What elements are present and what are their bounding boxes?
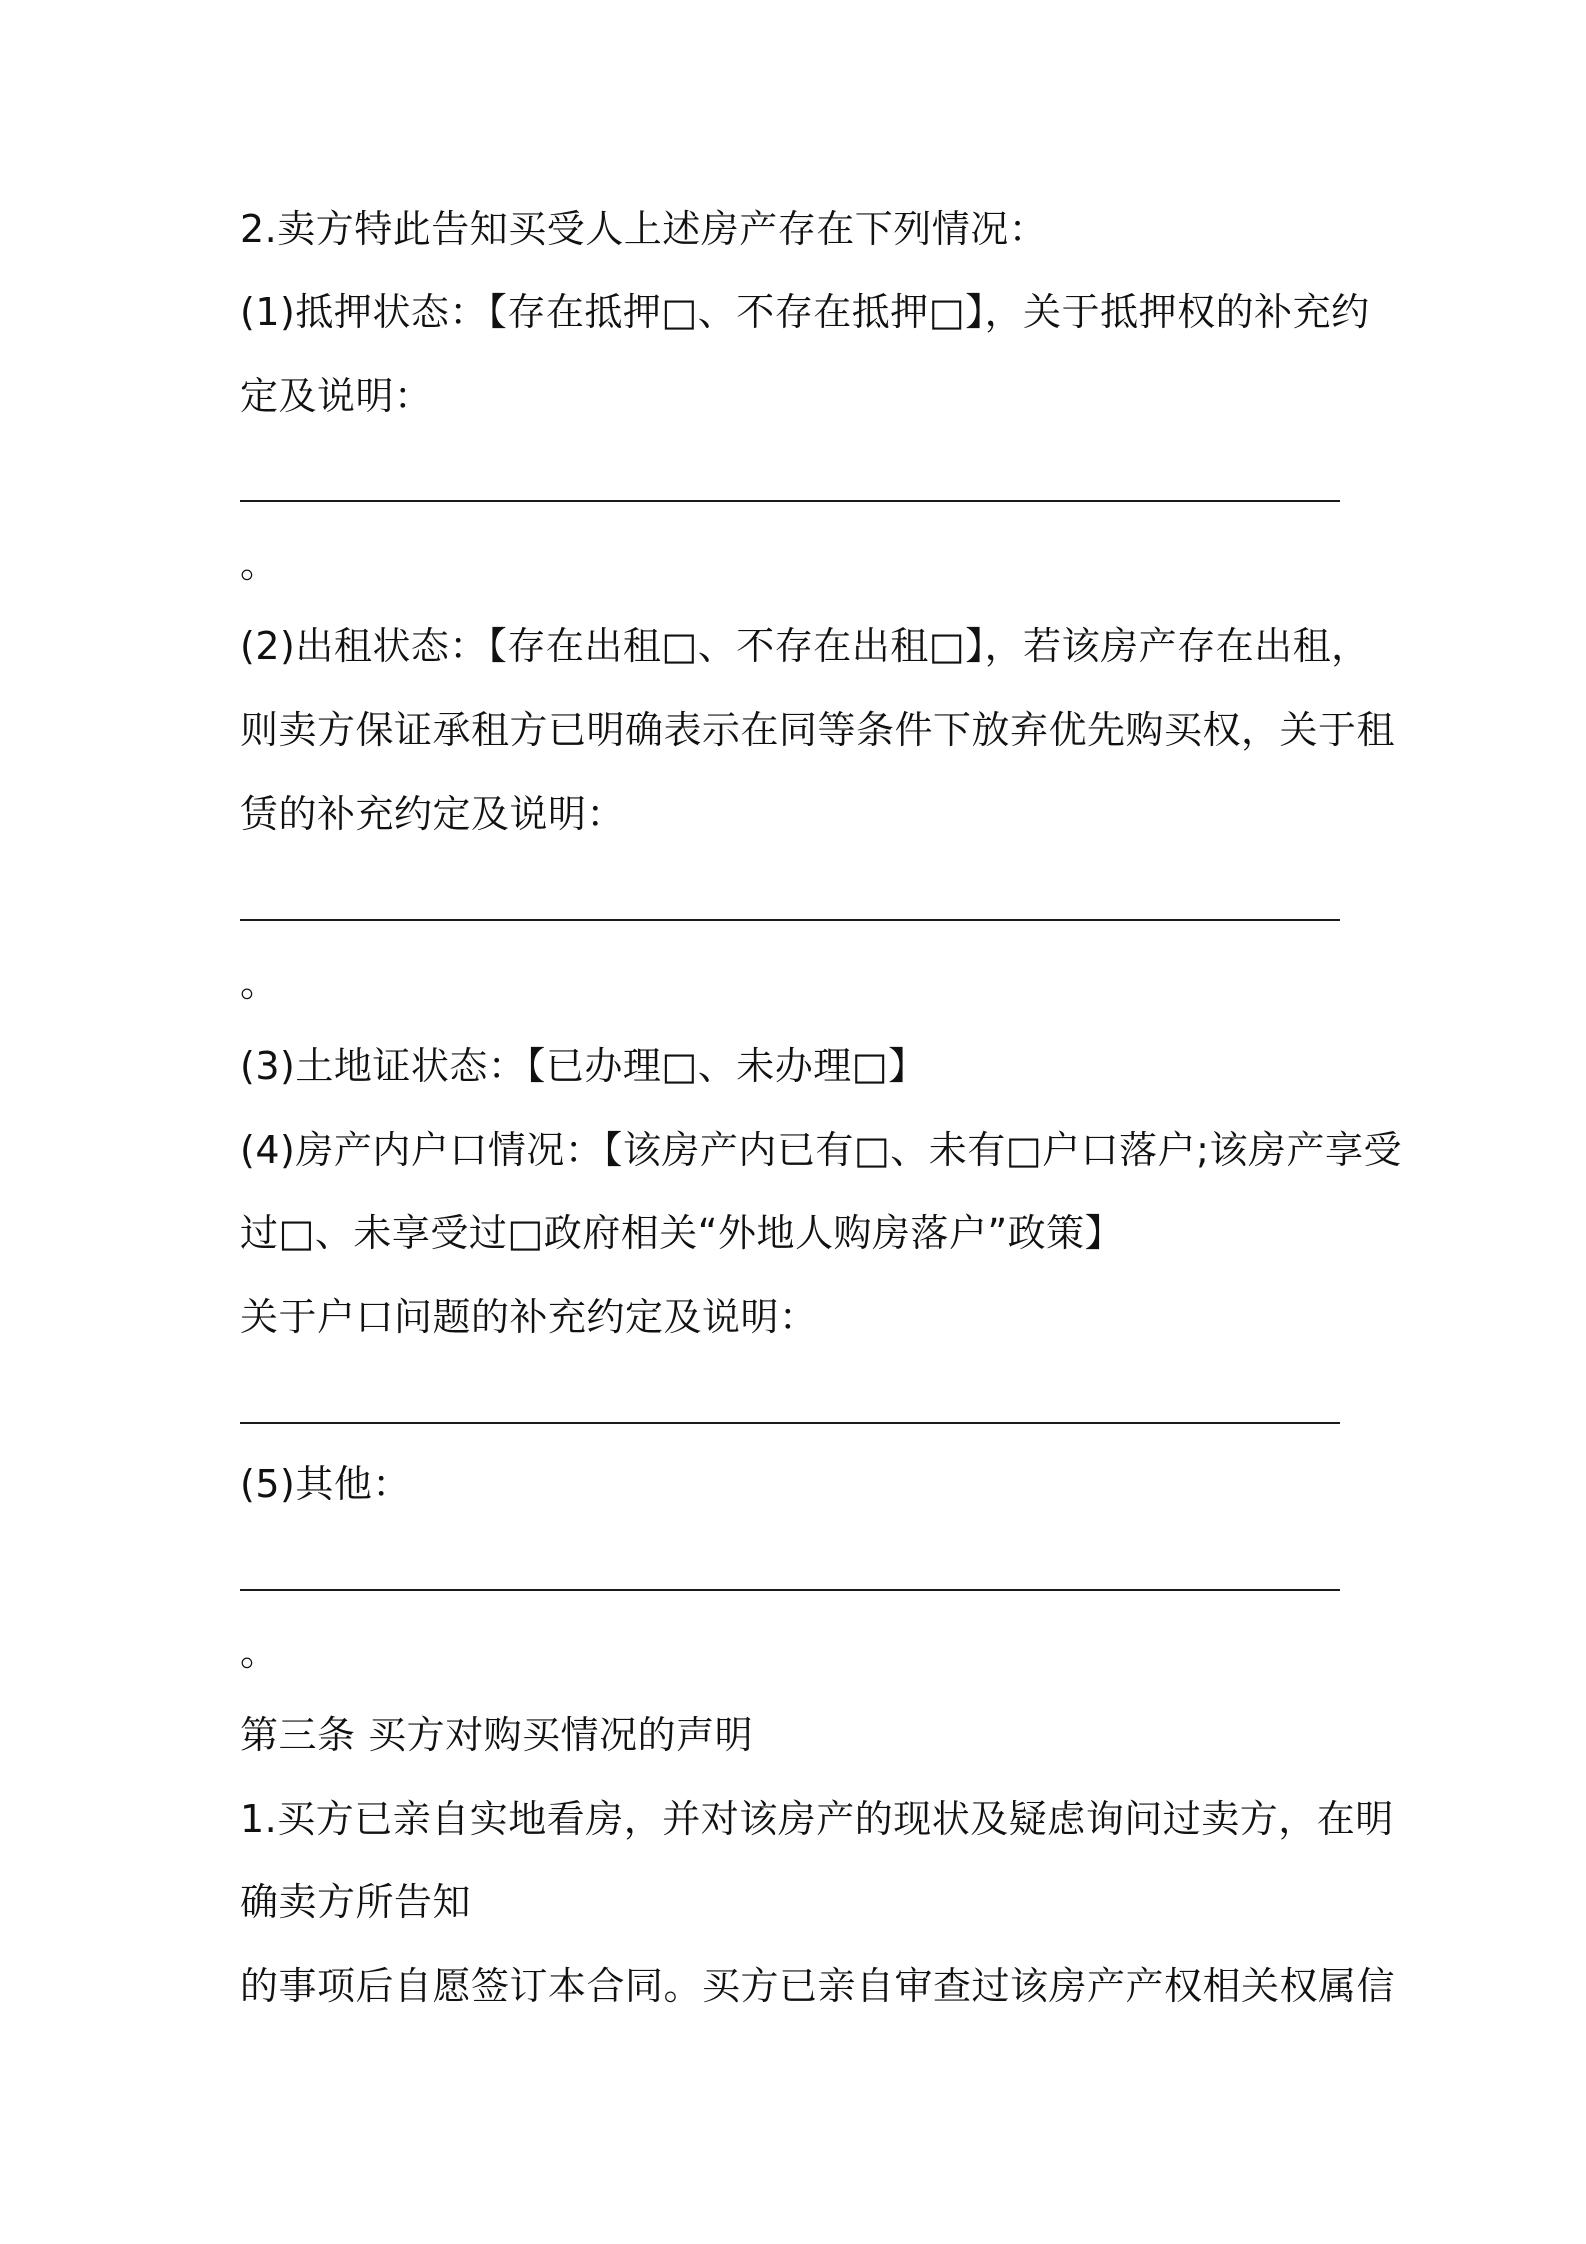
rental-status-line: (2)出租状态：【存在出租□、不存在出租□】，若该房产存在出租， [240,624,1370,668]
buyer-statement-line-2: 确卖方所告知 [240,1880,472,1924]
rental-status-line-2: 则卖方保证承租方已明确表示在同等条件下放弃优先购买权，关于租 [240,708,1396,752]
mortgage-notes-label: 定及说明： [240,374,433,418]
seller-disclosure-heading: 2.卖方特此告知买受人上述房产存在下列情况： [240,207,1048,251]
buyer-statement-line-1: 1.买方已亲自实地看房，并对该房产的现状及疑虑询问过卖方，在明 [240,1797,1394,1841]
mortgage-notes-blank-line [240,500,1340,502]
other-notes-end-mark: 。 [240,1630,279,1674]
rental-notes-label: 赁的补充约定及说明： [240,792,626,836]
other-notes-blank-line [240,1589,1340,1591]
rental-notes-end-mark: 。 [240,961,279,1005]
rental-notes-blank-line [240,919,1340,921]
article-three-heading: 第三条 买方对购买情况的声明 [240,1713,754,1757]
buyer-statement-line-3: 的事项后自愿签订本合同。买方已亲自审查过该房产产权相关权属信 [240,1964,1396,2008]
land-certificate-status-line: (3)土地证状态：【已办理□、未办理□】 [240,1044,927,1088]
household-notes-blank-line [240,1422,1340,1424]
mortgage-notes-end-mark: 。 [240,542,279,586]
household-notes-label: 关于户口问题的补充约定及说明： [240,1295,818,1339]
mortgage-status-line: (1)抵押状态：【存在抵押□、不存在抵押□】，关于抵押权的补充约 [240,290,1370,334]
other-label: (5)其他： [240,1462,411,1506]
household-registration-line-2: 过□、未享受过□政府相关“外地人购房落户”政策】 [240,1211,1124,1255]
household-registration-line: (4)房产内户口情况：【该房产内已有□、未有□户口落户;该房产享受 [240,1128,1402,1172]
